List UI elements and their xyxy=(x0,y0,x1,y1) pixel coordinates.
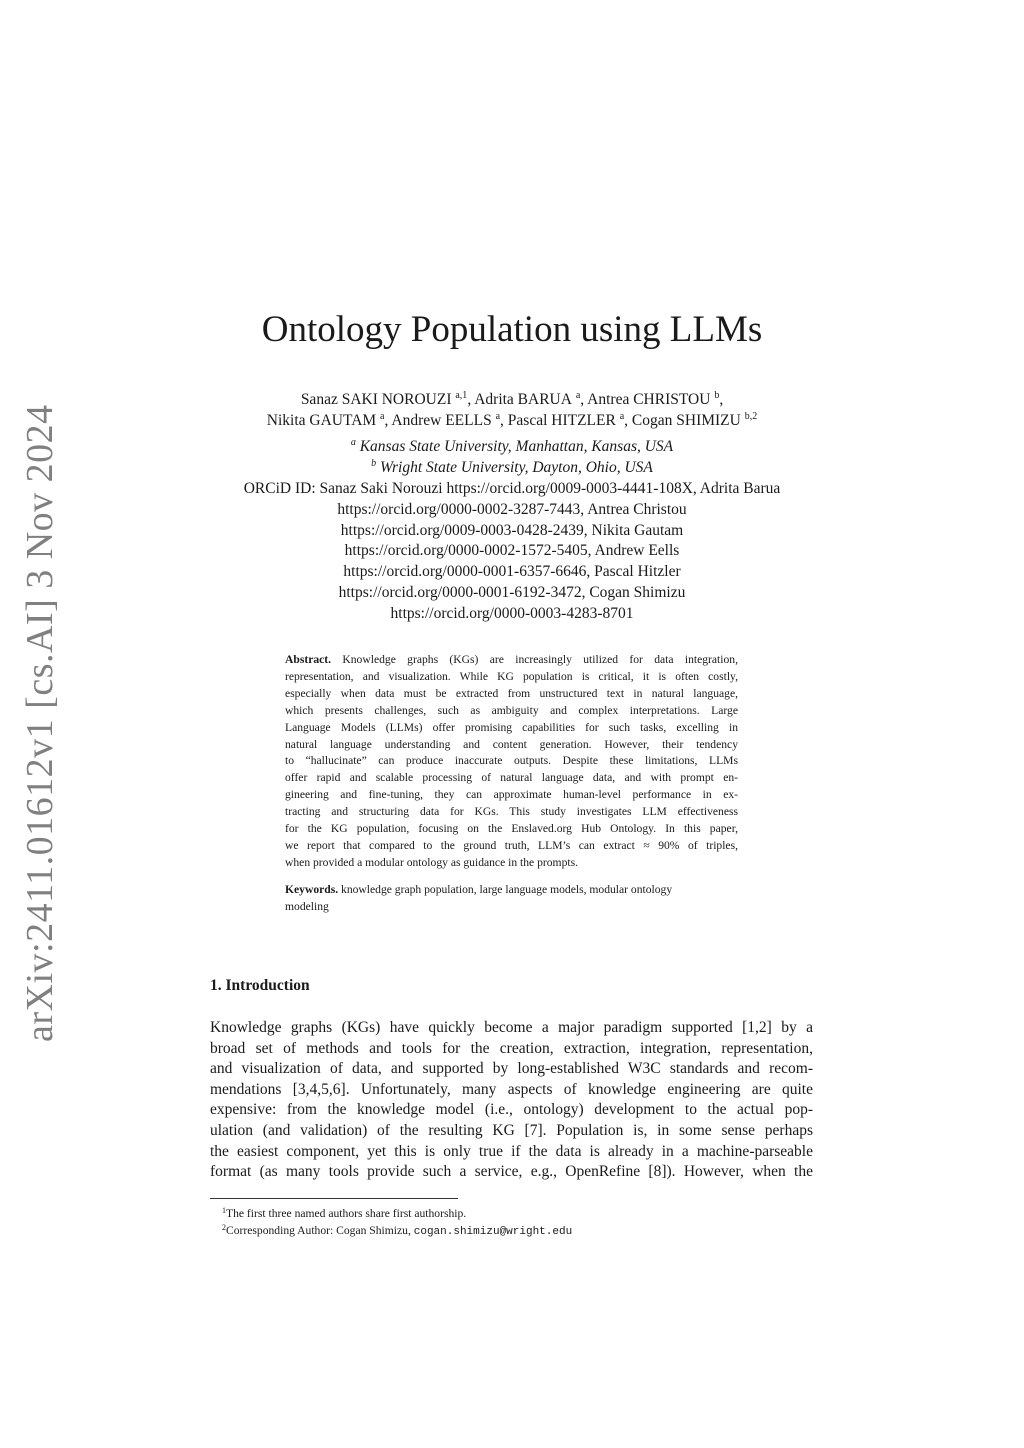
abstract-line: natural language understanding and content generation. However, their tendency xyxy=(285,737,738,751)
footnote-divider xyxy=(210,1198,458,1199)
footnote-text: Corresponding Author: Cogan Shimizu, xyxy=(226,1224,414,1237)
keywords-line: modeling xyxy=(285,899,329,913)
abstract-label: Abstract. xyxy=(285,653,332,666)
abstract-line: we report that compared to the ground truth, LLM’s can extract ≈ 90% of triples, xyxy=(285,838,738,852)
author-name: , Andrew EELLS xyxy=(384,411,492,429)
arxiv-stamp: arXiv:2411.01612v1 [cs.AI] 3 Nov 2024 xyxy=(19,404,61,1042)
abstract-line xyxy=(285,652,738,669)
section-heading-introduction: 1. Introduction xyxy=(210,977,310,994)
abstract-line: for the KG population, focusing on the Enslaved.org Hub Ontology. In this paper, xyxy=(285,822,738,836)
orcid-line: https://orcid.org/0000-0002-3287-7443, Antrea Christou xyxy=(337,500,687,518)
author-affil-marker: a xyxy=(380,410,385,422)
abstract-line: tracting and structuring data for KGs. This study investigates LLM effectiveness xyxy=(285,805,738,819)
author-name: , Cogan SHIMIZU xyxy=(624,411,741,429)
body-line: ulation (and validation) of the resulting KG [7]. Population is, in some sense perhaps xyxy=(210,1121,813,1139)
body-line: Knowledge graphs (KGs) have quickly become a major paradigm supported [1,2] by a xyxy=(210,1019,813,1036)
abstract xyxy=(285,652,738,872)
author-list xyxy=(140,390,884,432)
author-line-2 xyxy=(140,411,884,432)
affiliation-marker: a xyxy=(350,437,356,448)
author-affil-marker: b,2 xyxy=(744,410,758,422)
author-affil-marker: b xyxy=(714,390,720,401)
orcid-line: ORCiD ID: Sanaz Saki Norouzi https://orcid.org/0009-0003-4441-108X, Adrita Barua xyxy=(243,480,781,497)
abstract-line: especially when data must be extracted from unstructured text in natural language, xyxy=(285,686,738,700)
affiliation-text: Wright State University, Dayton, Ohio, USA xyxy=(379,458,653,476)
abstract-line: offer rapid and scalable processing of natural language data, and with prompt en- xyxy=(285,771,738,785)
body-line: and visualization of data, and supported by long-established W3C standards and recom- xyxy=(210,1060,813,1078)
footnote-2 xyxy=(222,1222,572,1241)
footnotes xyxy=(222,1205,572,1241)
corresponding-email: cogan.shimizu@wright.edu xyxy=(413,1226,573,1238)
affiliation-marker: b xyxy=(371,457,377,469)
body-line: expensive: from the knowledge model (i.e., ontology) development to the actual pop- xyxy=(210,1101,813,1119)
orcid-line: https://orcid.org/0000-0003-4283-8701 xyxy=(390,604,634,622)
author-separator: , xyxy=(719,391,724,408)
footnote-1 xyxy=(222,1205,572,1222)
orcid-line: https://orcid.org/0009-0003-0428-2439, Nikita Gautam xyxy=(340,521,684,539)
orcid-line: https://orcid.org/0000-0002-1572-5405, Andrew Eells xyxy=(344,542,680,560)
orcid-line: https://orcid.org/0000-0001-6357-6646, Pascal Hitzler xyxy=(343,563,681,581)
author-affil-marker: a xyxy=(619,410,625,422)
paper-title: Ontology Population using LLMs xyxy=(261,309,763,350)
footnote-marker: 2 xyxy=(222,1223,226,1232)
author-name: , Antrea CHRISTOU xyxy=(580,391,711,408)
abstract-text: Knowledge graphs (KGs) are increasingly utilized for data integration, xyxy=(331,653,738,666)
abstract-line: which presents challenges, such as ambiguity and complex interpretations. Large xyxy=(285,703,738,717)
author-name: , Adrita BARUA xyxy=(467,391,572,408)
author-line-1 xyxy=(140,390,884,411)
body-line: broad set of methods and tools for the creation, extraction, integration, representation, xyxy=(210,1039,813,1057)
orcid-block xyxy=(200,479,824,625)
keywords-label: Keywords. xyxy=(285,883,339,896)
abstract-line: to “hallucinate” can produce inaccurate outputs. Despite these limitations, LLMs xyxy=(285,754,738,768)
body-line: mendations [3,4,5,6]. Unfortunately, many aspects of knowledge engineering are quite xyxy=(210,1080,813,1098)
author-name: Nikita GAUTAM xyxy=(266,411,377,429)
affiliation-a xyxy=(140,437,884,458)
footnote-marker: 1 xyxy=(222,1206,226,1215)
orcid-line: https://orcid.org/0000-0001-6192-3472, Cogan Shimizu xyxy=(338,583,686,601)
affiliation-b xyxy=(140,458,884,479)
author-affil-marker: a,1 xyxy=(455,390,468,401)
author-name: Sanaz SAKI NOROUZI xyxy=(300,391,452,408)
body-line: the easiest component, yet this is only true if the data is already in a machine-parseable xyxy=(210,1142,813,1160)
author-affil-marker: a xyxy=(575,390,581,401)
footnote-text: The first three named authors share first authorship. xyxy=(226,1207,467,1220)
introduction-body xyxy=(210,1018,813,1183)
keywords xyxy=(285,882,738,916)
abstract-line: representation, and visualization. While KG population is critical, it is often costly, xyxy=(285,669,738,683)
author-name: , Pascal HITZLER xyxy=(500,411,616,429)
abstract-line: Language Models (LLMs) offer promising capabilities for such tasks, excelling in xyxy=(285,720,738,734)
author-affil-marker: a xyxy=(495,410,501,422)
abstract-line: when provided a modular ontology as guidance in the prompts. xyxy=(285,855,579,869)
keywords-line xyxy=(285,882,738,899)
affiliation-text: Kansas State University, Manhattan, Kansas, USA xyxy=(359,438,674,455)
affiliations xyxy=(140,437,884,479)
body-line: format (as many tools provide such a service, e.g., OpenRefine [8]). However, when the xyxy=(210,1163,813,1181)
keywords-text: knowledge graph population, large language models, modular ontology xyxy=(338,883,673,896)
abstract-line: gineering and fine-tuning, they can approximate human-level performance in ex- xyxy=(285,788,738,802)
